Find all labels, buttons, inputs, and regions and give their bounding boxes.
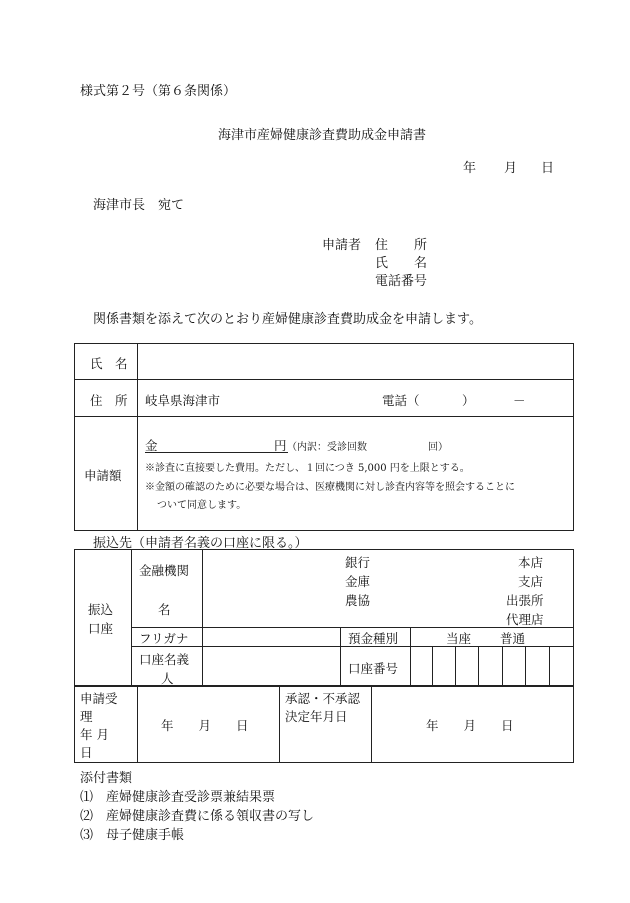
date-month: 月: [504, 161, 518, 176]
address-label: 住 所: [90, 393, 128, 408]
applicant-label: 申請者: [322, 238, 362, 253]
deposit-current: 当座: [446, 631, 472, 646]
phone-close: ）: [462, 393, 475, 408]
attachment-item: 産婦健康診査費に係る領収書の写し: [106, 809, 315, 824]
applicant-phone-label: 電話番号: [375, 274, 428, 289]
transfer-side-label-1: 振込: [88, 602, 114, 617]
decision-label-1: 承認・不承認: [285, 691, 361, 706]
note-consent: ※金額の確認のために必要な場合は、医療機関に対し診査内容等を照会することに: [145, 482, 515, 493]
amount-times: 回）: [428, 442, 448, 453]
addressee: 海津市長 宛て: [93, 198, 185, 213]
attachment-item: 母子健康手帳: [106, 828, 185, 843]
holder-label-1: 口座名義: [139, 652, 190, 667]
bank-type-nokyo: 農協: [345, 593, 371, 608]
date-day: 日: [541, 161, 555, 176]
note-consent-cont: ついて同意します。: [157, 500, 247, 511]
attachment-item: 産婦健康診査受診票兼結果票: [106, 790, 276, 805]
page-title: 海津市産婦健康診査費助成金申請書: [218, 128, 427, 143]
branch-type-agency: 代理店: [506, 612, 544, 627]
amount-prefix: 金: [145, 438, 158, 453]
amount-underline: [145, 452, 288, 453]
bank-type-bank: 銀行: [345, 555, 371, 570]
bank-type-shinkin: 金庫: [345, 574, 371, 589]
amount-yen: 円: [274, 438, 287, 453]
institution-label-2: 名: [158, 602, 171, 617]
amount-breakdown: （内訳：受診回数: [287, 442, 367, 453]
account-number-label: 口座番号: [348, 661, 399, 676]
attachments-heading: 添付書類: [80, 771, 133, 786]
institution-label-1: 金融機関: [139, 563, 190, 578]
phone-dash: －: [513, 393, 526, 408]
deposit-type-label: 預金種別: [348, 631, 399, 646]
branch-type-sub-branch: 出張所: [506, 593, 544, 608]
receipt-label-2: 理: [80, 709, 93, 724]
decision-date: 年 月 日: [426, 718, 514, 733]
attachment-num: ⑶: [80, 828, 94, 843]
address-prefix: 岐阜県海津市: [145, 393, 221, 408]
deposit-ordinary: 普通: [500, 631, 526, 646]
intro-text: 関係書類を添えて次のとおり産婦健康診査費助成金を申請します。: [93, 312, 482, 327]
transfer-side-label-2: 口座: [88, 621, 114, 636]
note-upper-limit: ※診査に直接要した費用。ただし、１回につき 5,000 円を上限とする。: [145, 463, 470, 474]
applicant-name-label: 氏 名: [375, 256, 428, 271]
transfer-heading: 振込先（申請者名義の口座に限る。）: [93, 536, 308, 551]
furigana-label: フリガナ: [139, 631, 189, 646]
attachment-num: ⑴: [80, 790, 94, 805]
branch-type-branch: 支店: [518, 574, 544, 589]
branch-type-head-office: 本店: [518, 555, 544, 570]
receipt-label-1: 申請受: [80, 691, 118, 706]
date-year: 年: [463, 161, 477, 176]
phone-label: 電話（: [382, 393, 420, 408]
form-number: 様式第２号（第６条関係）: [80, 84, 237, 99]
decision-label-2: 決定年月日: [285, 709, 348, 724]
holder-label-2: 人: [161, 671, 174, 686]
attachment-num: ⑵: [80, 809, 94, 824]
name-label: 氏 名: [90, 356, 128, 371]
receipt-date: 年 月 日: [161, 718, 249, 733]
receipt-label-4: 日: [80, 745, 93, 760]
applicant-address-label: 住 所: [375, 238, 428, 253]
amount-label: 申請額: [84, 468, 122, 483]
receipt-label-3: 年 月: [80, 727, 109, 742]
